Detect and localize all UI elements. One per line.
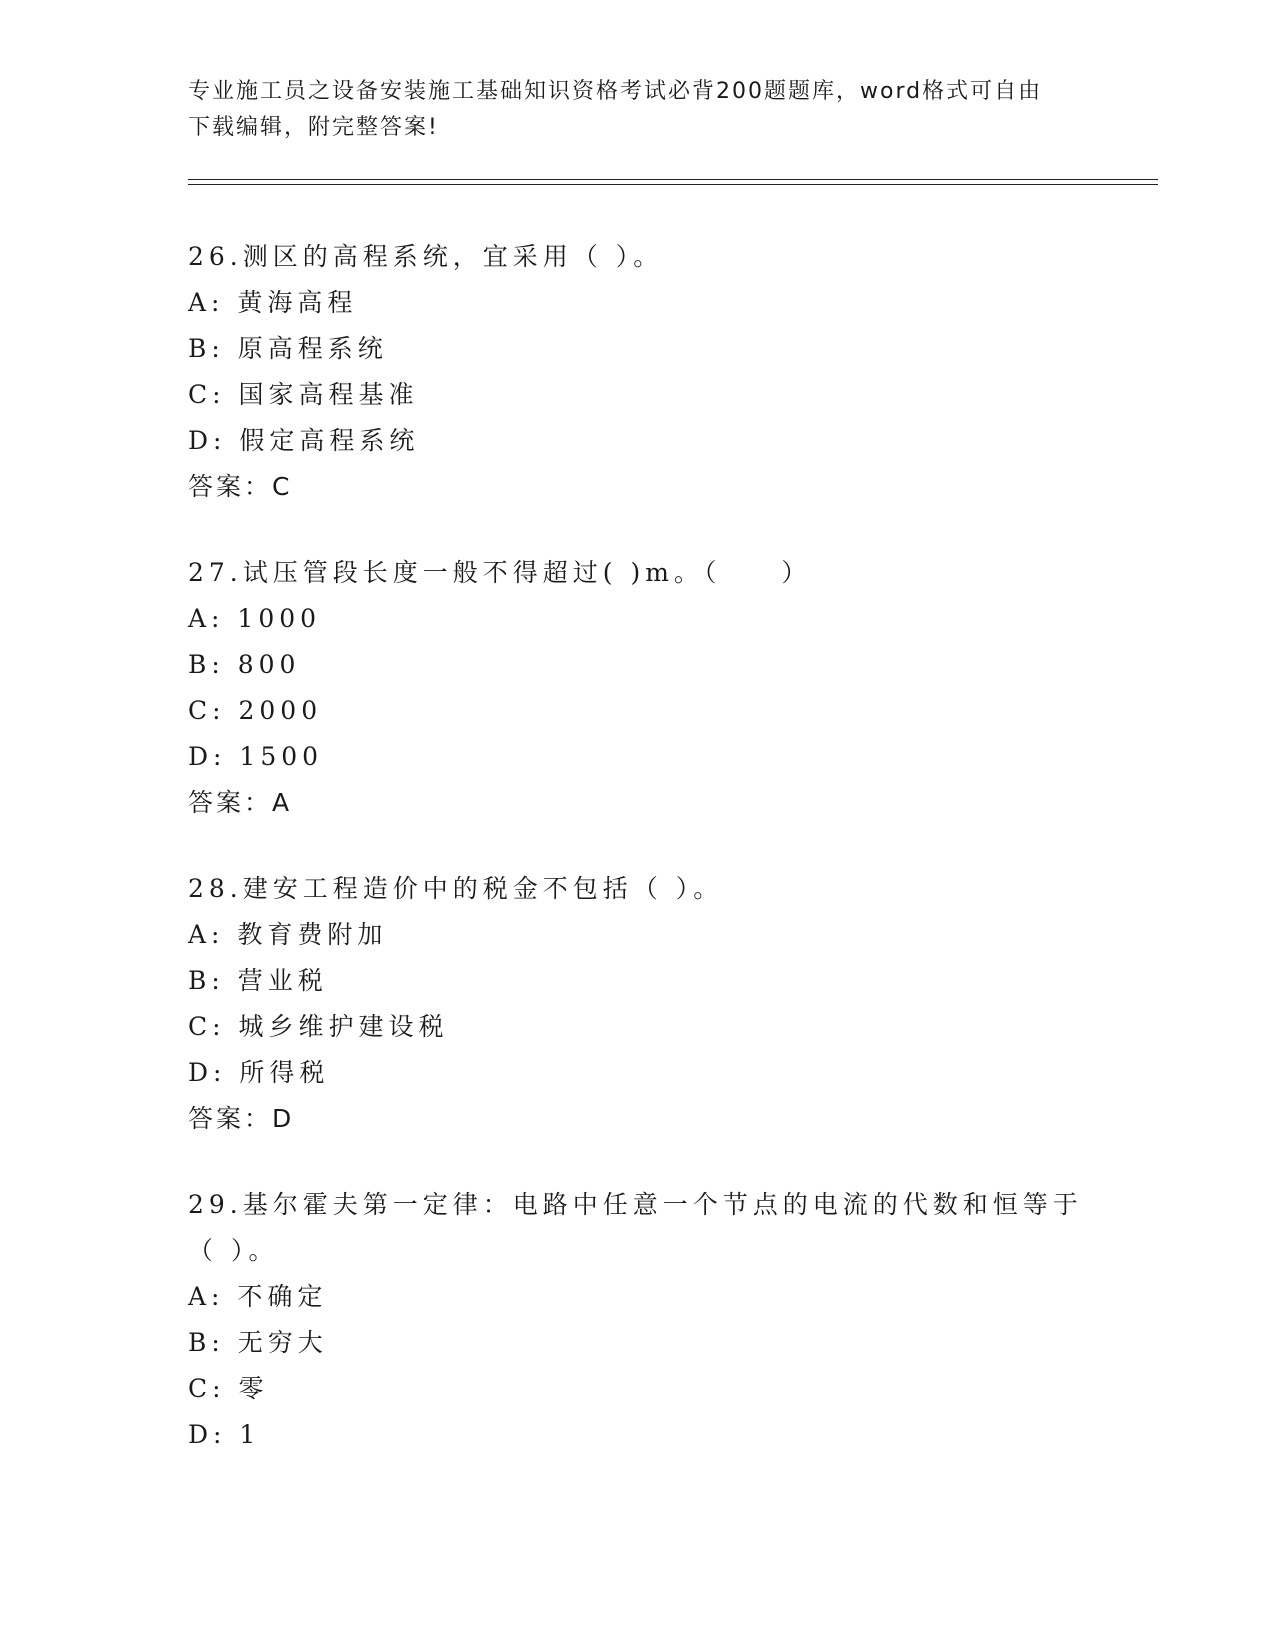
- header-title-line-1: 专业施工员之设备安装施工基础知识资格考试必背200题题库，word格式可自由: [188, 79, 1043, 104]
- question-list: [188, 234, 1088, 1498]
- option-b: B: 营业税: [188, 966, 328, 995]
- answer-line: 答案：A: [188, 788, 293, 817]
- question-stem: 28.建安工程造价中的税金不包括（ ）。: [188, 874, 724, 903]
- header-title-line-2: 下载编辑，附完整答案!: [188, 115, 439, 140]
- question-29: [188, 1182, 1088, 1458]
- option-a: A: 黄海高程: [188, 288, 358, 317]
- question-26: [188, 234, 1088, 510]
- header-divider-bottom: [188, 184, 1158, 185]
- option-c: C: 零: [188, 1374, 269, 1403]
- answer-line: 答案：C: [188, 472, 293, 501]
- document-header: [188, 74, 1088, 146]
- option-b: B: 800: [188, 650, 301, 679]
- option-a: A: 不确定: [188, 1282, 328, 1311]
- answer-line: 答案：D: [188, 1104, 295, 1133]
- question-27: [188, 550, 1088, 826]
- question-stem: 29.基尔霍夫第一定律：电路中任意一个节点的电流的代数和恒等于（ ）。: [188, 1190, 1083, 1265]
- option-c: C: 2000: [188, 696, 323, 725]
- option-d: D: 1: [188, 1420, 261, 1449]
- option-d: D: 假定高程系统: [188, 426, 420, 455]
- option-a: A: 1000: [188, 604, 322, 633]
- question-stem: 26.测区的高程系统，宜采用（ ）。: [188, 242, 664, 271]
- option-c: C: 国家高程基准: [188, 380, 419, 409]
- option-b: B: 原高程系统: [188, 334, 388, 363]
- question-stem: 27.试压管段长度一般不得超过( )m。（ ）: [188, 558, 812, 587]
- option-b: B: 无穷大: [188, 1328, 328, 1357]
- option-d: D: 1500: [188, 742, 324, 771]
- option-d: D: 所得税: [188, 1058, 330, 1087]
- option-a: A: 教育费附加: [188, 920, 388, 949]
- header-divider-top: [188, 179, 1158, 180]
- option-c: C: 城乡维护建设税: [188, 1012, 449, 1041]
- question-28: [188, 866, 1088, 1142]
